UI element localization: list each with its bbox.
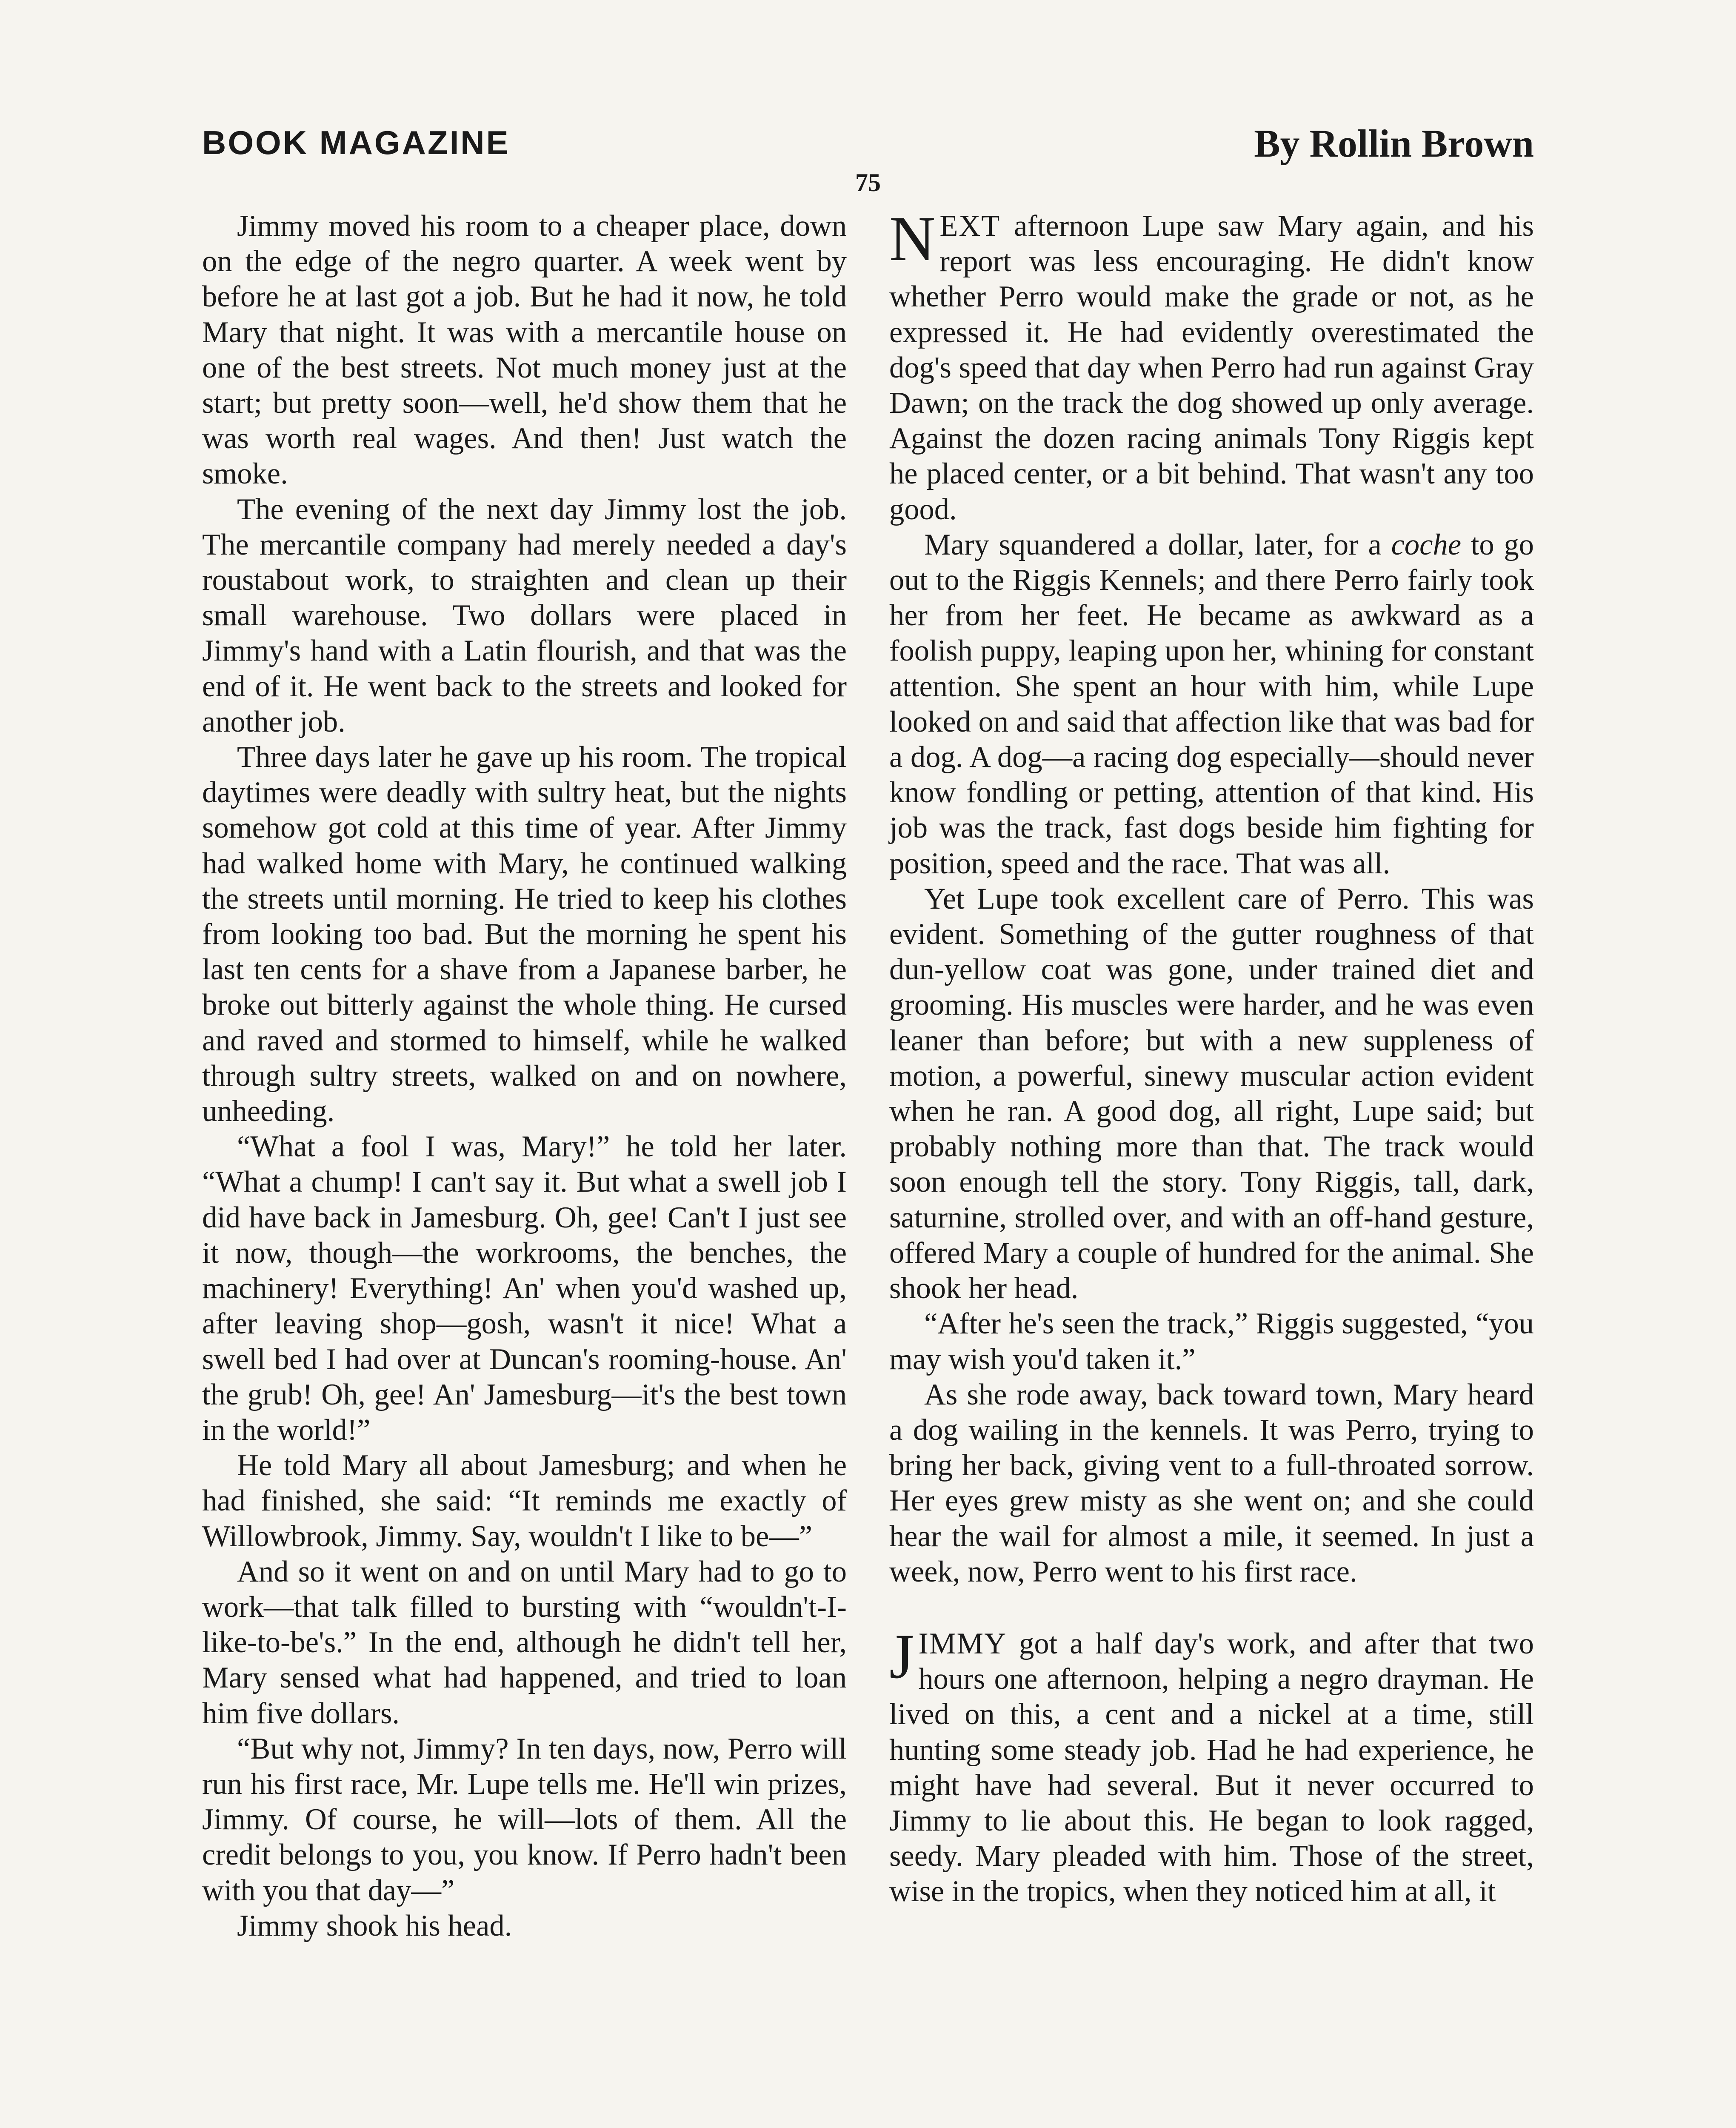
paragraph-text: got a half day's work, and after that two hours one afternoon, helping a negro drayman. He lived on this, a cent and a nickel at a time, still hunting some steady job. Had he had experience, he might have had several. But it never occurred to Jimmy to lie about this. He began to look ragged, seedy. Mary pleaded with him. Those of the street, wise in the tropics, when they noticed him at all, it xyxy=(889,1627,1534,1908)
right-column xyxy=(889,203,1534,1910)
drop-cap: N xyxy=(889,203,936,274)
page-number: 75 xyxy=(855,169,881,197)
magazine-title: BOOK MAGAZINE xyxy=(202,124,510,161)
italic-word: coche xyxy=(1391,528,1461,561)
paragraph: Yet Lupe took excellent care of Perro. This was evident. Something of the gutter roughness of that dun-yellow coat was gone, under trained diet and grooming. His muscles were harder, and he was even leaner than before; but with a new suppleness of motion, a powerful, sinewy muscular action evident when he ran. A good dog, all right, Lupe said; but probably nothing more than that. The track would soon enough tell the story. Tony Riggis, tall, dark, saturnine, strolled over, and with an off-hand gesture, offered Mary a couple of hundred for the animal. She shook her head. xyxy=(889,882,1534,1305)
paragraph-text: to go out to the Riggis Kennels; and there Perro fairly took her from her feet. He became as awkward as a foolish puppy, leaping upon her, whining for constant attention. She spent an hour with him, while Lupe looked on and said that affection like that was bad for a dog. A dog—a racing dog especially—should never know fondling or petting, attention of that kind. His job was the track, fast dogs beside him fighting for position, speed and the race. That was all. xyxy=(889,528,1534,880)
paragraph: “After he's seen the track,” Riggis suggested, “you may wish you'd taken it.” xyxy=(889,1307,1534,1376)
paragraph xyxy=(889,527,1534,881)
lead-in: EXT xyxy=(939,209,1001,243)
section-opening-paragraph xyxy=(889,1621,1534,1910)
running-head xyxy=(202,123,1534,174)
drop-cap: J xyxy=(889,1621,914,1692)
paragraph: “What a fool I was, Mary!” he told her later. “What a chump! I can't say it. But what a swell job I did have back in Jamesburg. Oh, gee! Can't I just see it now, though—the workrooms, the benches, the machinery! Everything! An' when you'd washed up, after leaving shop—gosh, wasn't it nice! What a swell bed I had over at Duncan's rooming-house. An' the grub! Oh, gee! An' Jamesburg—it's the best town in the world!” xyxy=(202,1130,847,1447)
lead-in: IMMY xyxy=(918,1627,1007,1660)
author-byline: By Rollin Brown xyxy=(1254,122,1534,165)
paragraph: “But why not, Jimmy? In ten days, now, Perro will run his first race, Mr. Lupe tells me. He'll win prizes, Jimmy. Of course, he will—lots of them. All the credit belongs to you, you know. If Perro hadn't been with you that day—” xyxy=(202,1732,847,1907)
paragraph: Three days later he gave up his room. The tropical daytimes were deadly with sultry heat, but the nights somehow got cold at this time of year. After Jimmy had walked home with Mary, he continued walking the streets until morning. He tried to keep his clothes from looking too bad. But the morning he spent his last ten cents for a shave from a Japanese barber, he broke out bitterly against the whole thing. He cursed and raved and stormed to himself, while he walked through sultry streets, walked on and on nowhere, unheeding. xyxy=(202,741,847,1128)
paragraph: He told Mary all about Jamesburg; and when he had finished, she said: “It reminds me exactly of Willowbrook, Jimmy. Say, wouldn't I like to be—” xyxy=(202,1449,847,1553)
paragraph: Jimmy moved his room to a cheaper place, down on the edge of the negro quarter. A week went by before he at last got a job. But he had it now, he told Mary that night. It was with a mercantile house on one of the best streets. Not much money just at the start; but pretty soon—well, he'd show them that he was worth real wages. And then! Just watch the smoke. xyxy=(202,209,847,491)
paragraph: As she rode away, back toward town, Mary heard a dog wailing in the kennels. It was Perro, trying to bring her back, giving vent to a full-throated sorrow. Her eyes grew misty as she went on; and she could hear the wail for almost a mile, it seemed. In just a week, now, Perro went to his first race. xyxy=(889,1378,1534,1588)
paragraph: And so it went on and on until Mary had to go to work—that talk filled to bursting with “wouldn't-I-like-to-be's.” In the end, although he didn't tell her, Mary sensed what had happened, and tried to loan him five dollars. xyxy=(202,1555,847,1730)
paragraph: The evening of the next day Jimmy lost the job. The mercantile company had merely needed a day's roustabout work, to straighten and clean up their small warehouse. Two dollars were placed in Jimmy's hand with a Latin flourish, and that was the end of it. He went back to the streets and looked for another job. xyxy=(202,492,847,738)
paragraph-text: Mary squandered a dollar, later, for a xyxy=(924,528,1391,561)
section-opening-paragraph xyxy=(889,203,1534,527)
section-break xyxy=(889,1590,1534,1626)
paragraph-text: afternoon Lupe saw Mary again, and his report was less encouraging. He didn't know whether Perro would make the grade or not, as he expressed it. He had evidently overestimated the dog's speed that day when Perro had run against Gray Dawn; on the track the dog showed up only average. Against the dozen racing animals Tony Riggis kept he placed center, or a bit behind. That wasn't any too good. xyxy=(889,209,1534,526)
left-column xyxy=(202,209,847,1944)
paragraph: Jimmy shook his head. xyxy=(237,1909,512,1942)
